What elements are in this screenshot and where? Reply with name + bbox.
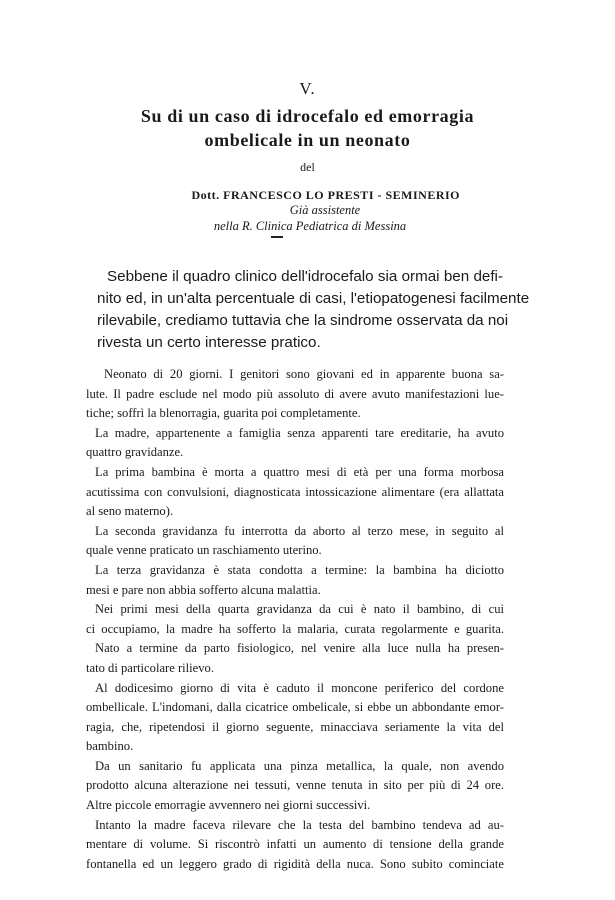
body-line: ombellicale. L'indomani, dalla cicatrice ombelicale, si ebbe un abbondante emor-: [86, 700, 504, 715]
body-line: Neonato di 20 giorni. I genitori sono giovani ed in apparente buona sa-: [104, 367, 504, 381]
body-line: bambino.: [86, 739, 134, 754]
body-line: al seno materno).: [86, 504, 174, 519]
body-line: prodotto alcuna alterazione nei tessuti, venne tenuta in sito per più di 24 ore.: [86, 778, 504, 793]
chapter-number: V.: [299, 79, 316, 98]
abstract: [97, 266, 530, 354]
body-line: acutissima con convulsioni, diagnosticata intossicazione alimentare (era allattata: [86, 484, 504, 499]
abstract-line: rivesta un certo interesse pratico.: [97, 334, 321, 351]
abstract-line: Sebbene il quadro clinico dell'idrocefalo sia ormai ben defi-: [107, 268, 503, 285]
body-line: La terza gravidanza è stata condotta a termine: la bambina ha diciotto: [95, 562, 504, 577]
author-name: Dott. FRANCESCO LO PRESTI - SEMINERIO: [191, 188, 460, 202]
body-line: Altre piccole emorragie avvennero nei giorni successivi.: [86, 798, 371, 813]
body-line: La prima bambina è morta a quattro mesi di età per una forma morbosa: [95, 464, 504, 479]
body-line: Al dodicesimo giorno di vita è caduto il moncone periferico del cordone: [95, 680, 504, 695]
body-line: ragia, che, ripetendosi il giorno seguente, minacciava seriamente la vita del: [86, 719, 504, 734]
body-line: Nei primi mesi della quarta gravidanza da cui è nato il bambino, di cui: [95, 602, 504, 617]
body-line: lute. Il padre esclude nel modo più assoluto di avere avuto manifestazioni lue-: [86, 386, 504, 401]
separator-dash: [271, 236, 283, 238]
body-line: Da un sanitario fu applicata una pinza metallica, la quale, non avendo: [95, 758, 504, 773]
body-line: La madre, appartenente a famiglia senza apparenti tare ereditarie, ha avuto: [95, 425, 504, 440]
body-line: tiche; soffrì la blenorragia, guarita poi completamente.: [86, 406, 361, 421]
abstract-line: nito ed, in un'alta percentuale di casi, l'etiopatogenesi facilmente: [97, 290, 530, 307]
body-line: tato di particolare rilievo.: [86, 660, 214, 675]
body-text: [86, 365, 504, 874]
body-line: ci occupiamo, la madre ha sofferto la malaria, curata regolarmente e guarita.: [86, 621, 504, 636]
byline-prefix: del: [300, 160, 315, 174]
body-line: mentare di volume. Si riscontrò infatti un aumento di tensione della grande: [86, 837, 504, 852]
author-institution: nella R. Clinica Pediatrica di Messina: [213, 219, 407, 233]
abstract-line: rilevabile, crediamo tuttavia che la sindrome osservata da noi: [97, 312, 509, 329]
title-line-2: ombelicale in un neonato: [204, 130, 411, 150]
body-line: fontanella ed un leggero grado di rigidità della nuca. Sono subito cominciate: [86, 856, 504, 871]
title-line-1: Su di un caso di idrocefalo ed emorragia: [140, 106, 475, 126]
body-line: La seconda gravidanza fu interrotta da aborto al terzo mese, in seguito al: [95, 523, 504, 538]
body-line: Nato a termine da parto fisiologico, nel venire alla luce nulla ha presen-: [95, 641, 504, 656]
author-role: Già assistente: [289, 203, 361, 217]
body-line: quale venne praticato un raschiamento uterino.: [86, 543, 322, 558]
body-line: mesi e pare non abbia sofferto alcuna malattia.: [86, 582, 321, 597]
body-line: quattro gravidanze.: [86, 445, 184, 460]
article-title: [60, 104, 555, 152]
body-line: Intanto la madre faceva rilevare che la testa del bambino tendeva ad au-: [95, 817, 504, 832]
